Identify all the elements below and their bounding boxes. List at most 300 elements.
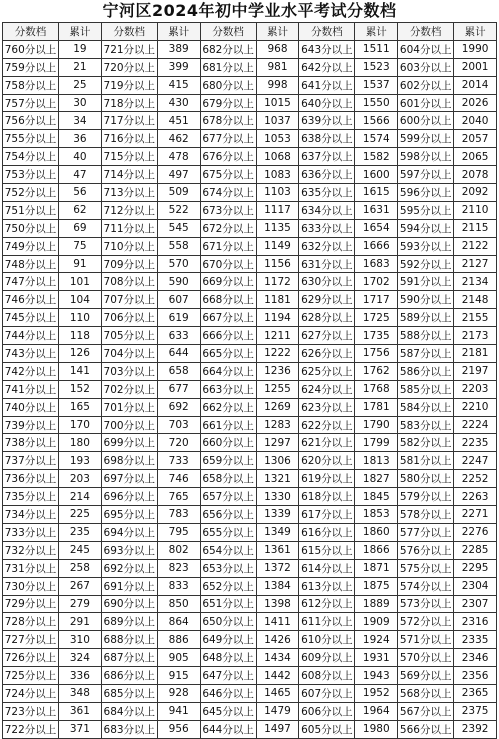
score-band-cell: 655分以上 <box>200 523 256 541</box>
score-band-cell: 691分以上 <box>101 577 157 595</box>
score-band-cell: 642分以上 <box>299 58 355 76</box>
cumulative-count-cell: 1866 <box>355 541 398 559</box>
table-row <box>3 434 497 452</box>
score-band-cell: 568分以上 <box>398 684 454 702</box>
cumulative-count-cell: 1702 <box>355 273 398 291</box>
score-band-cell: 600分以上 <box>398 112 454 130</box>
table-row <box>3 541 497 559</box>
score-band-cell: 703分以上 <box>101 362 157 380</box>
cumulative-count-cell: 558 <box>157 237 200 255</box>
score-band-cell: 745分以上 <box>3 309 59 327</box>
table-row <box>3 488 497 506</box>
score-band-cell: 661分以上 <box>200 416 256 434</box>
cumulative-count-cell: 336 <box>59 667 102 685</box>
cumulative-count-cell: 2263 <box>454 488 497 506</box>
score-band-cell: 656分以上 <box>200 506 256 524</box>
cumulative-count-cell: 746 <box>157 470 200 488</box>
cumulative-count-cell: 1255 <box>256 380 299 398</box>
score-band-cell: 747分以上 <box>3 273 59 291</box>
score-band-cell: 689分以上 <box>101 613 157 631</box>
cumulative-count-cell: 2356 <box>454 667 497 685</box>
cumulative-count-cell: 310 <box>59 631 102 649</box>
score-band-cell: 697分以上 <box>101 470 157 488</box>
score-band-cell: 582分以上 <box>398 434 454 452</box>
score-band-cell: 686分以上 <box>101 667 157 685</box>
score-band-cell: 756分以上 <box>3 112 59 130</box>
cumulative-count-cell: 1654 <box>355 219 398 237</box>
cumulative-count-cell: 1297 <box>256 434 299 452</box>
cumulative-count-cell: 1156 <box>256 255 299 273</box>
cumulative-count-cell: 1683 <box>355 255 398 273</box>
cumulative-count-cell: 733 <box>157 452 200 470</box>
cumulative-count-cell: 1980 <box>355 720 398 738</box>
score-band-cell: 737分以上 <box>3 452 59 470</box>
cumulative-count-cell: 2285 <box>454 541 497 559</box>
cumulative-count-cell: 2307 <box>454 595 497 613</box>
table-row <box>3 112 497 130</box>
score-band-cell: 750分以上 <box>3 219 59 237</box>
score-band-cell: 748分以上 <box>3 255 59 273</box>
score-band-cell: 753分以上 <box>3 166 59 184</box>
cumulative-count-cell: 104 <box>59 291 102 309</box>
cumulative-count-cell: 633 <box>157 327 200 345</box>
score-band-cell: 757分以上 <box>3 94 59 112</box>
score-band-cell: 688分以上 <box>101 631 157 649</box>
score-band-cell: 637分以上 <box>299 148 355 166</box>
cumulative-count-cell: 1283 <box>256 416 299 434</box>
score-band-cell: 665分以上 <box>200 345 256 363</box>
table-row <box>3 219 497 237</box>
score-band-cell: 585分以上 <box>398 380 454 398</box>
table-row <box>3 237 497 255</box>
cumulative-count-cell: 1768 <box>355 380 398 398</box>
score-band-cell: 645分以上 <box>200 702 256 720</box>
cumulative-count-cell: 1037 <box>256 112 299 130</box>
cumulative-count-cell: 1372 <box>256 559 299 577</box>
score-band-cell: 664分以上 <box>200 362 256 380</box>
score-band-cell: 729分以上 <box>3 595 59 613</box>
cumulative-count-cell: 389 <box>157 40 200 58</box>
cumulative-count-cell: 1964 <box>355 702 398 720</box>
score-band-cell: 658分以上 <box>200 470 256 488</box>
score-band-cell: 605分以上 <box>299 720 355 738</box>
score-band-cell: 672分以上 <box>200 219 256 237</box>
cumulative-count-cell: 1566 <box>355 112 398 130</box>
score-band-cell: 700分以上 <box>101 416 157 434</box>
table-row <box>3 577 497 595</box>
score-band-cell: 625分以上 <box>299 362 355 380</box>
cumulative-count-cell: 1889 <box>355 595 398 613</box>
score-band-cell: 592分以上 <box>398 255 454 273</box>
cumulative-count-cell: 802 <box>157 541 200 559</box>
cumulative-count-cell: 69 <box>59 219 102 237</box>
cumulative-count-cell: 1827 <box>355 470 398 488</box>
cumulative-count-cell: 1442 <box>256 667 299 685</box>
cumulative-count-cell: 1194 <box>256 309 299 327</box>
column-header: 分数档 <box>101 23 157 41</box>
cumulative-count-cell: 1717 <box>355 291 398 309</box>
cumulative-count-cell: 522 <box>157 201 200 219</box>
cumulative-count-cell: 1943 <box>355 667 398 685</box>
cumulative-count-cell: 703 <box>157 416 200 434</box>
column-header: 累计 <box>454 23 497 41</box>
cumulative-count-cell: 1411 <box>256 613 299 631</box>
score-band-cell: 631分以上 <box>299 255 355 273</box>
score-band-cell: 667分以上 <box>200 309 256 327</box>
cumulative-count-cell: 2155 <box>454 309 497 327</box>
score-band-cell: 641分以上 <box>299 76 355 94</box>
table-row <box>3 94 497 112</box>
score-band-cell: 616分以上 <box>299 523 355 541</box>
score-band-cell: 708分以上 <box>101 273 157 291</box>
score-band-cell: 738分以上 <box>3 434 59 452</box>
score-band-cell: 576分以上 <box>398 541 454 559</box>
cumulative-count-cell: 864 <box>157 613 200 631</box>
score-band-cell: 606分以上 <box>299 702 355 720</box>
cumulative-count-cell: 1600 <box>355 166 398 184</box>
cumulative-count-cell: 2078 <box>454 166 497 184</box>
score-band-cell: 752分以上 <box>3 184 59 202</box>
score-band-cell: 596分以上 <box>398 184 454 202</box>
table-row <box>3 166 497 184</box>
score-band-cell: 595分以上 <box>398 201 454 219</box>
cumulative-count-cell: 2210 <box>454 398 497 416</box>
cumulative-count-cell: 886 <box>157 631 200 649</box>
score-band-cell: 623分以上 <box>299 398 355 416</box>
cumulative-count-cell: 214 <box>59 488 102 506</box>
score-band-cell: 610分以上 <box>299 631 355 649</box>
score-band-cell: 740分以上 <box>3 398 59 416</box>
cumulative-count-cell: 279 <box>59 595 102 613</box>
score-band-cell: 653分以上 <box>200 559 256 577</box>
cumulative-count-cell: 235 <box>59 523 102 541</box>
cumulative-count-cell: 783 <box>157 506 200 524</box>
score-band-cell: 609分以上 <box>299 649 355 667</box>
score-band-cell: 635分以上 <box>299 184 355 202</box>
score-band-cell: 682分以上 <box>200 40 256 58</box>
score-band-cell: 612分以上 <box>299 595 355 613</box>
score-band-cell: 743分以上 <box>3 345 59 363</box>
score-table <box>2 22 497 739</box>
cumulative-count-cell: 2127 <box>454 255 497 273</box>
column-header: 累计 <box>355 23 398 41</box>
score-band-cell: 590分以上 <box>398 291 454 309</box>
cumulative-count-cell: 1306 <box>256 452 299 470</box>
cumulative-count-cell: 348 <box>59 684 102 702</box>
cumulative-count-cell: 915 <box>157 667 200 685</box>
cumulative-count-cell: 21 <box>59 58 102 76</box>
score-band-cell: 720分以上 <box>101 58 157 76</box>
table-header-row <box>3 23 497 41</box>
cumulative-count-cell: 2065 <box>454 148 497 166</box>
cumulative-count-cell: 1465 <box>256 684 299 702</box>
score-band-cell: 649分以上 <box>200 631 256 649</box>
cumulative-count-cell: 1574 <box>355 130 398 148</box>
score-band-cell: 566分以上 <box>398 720 454 738</box>
cumulative-count-cell: 2271 <box>454 506 497 524</box>
score-band-cell: 657分以上 <box>200 488 256 506</box>
score-band-cell: 698分以上 <box>101 452 157 470</box>
score-band-cell: 646分以上 <box>200 684 256 702</box>
cumulative-count-cell: 968 <box>256 40 299 58</box>
score-band-cell: 597分以上 <box>398 166 454 184</box>
cumulative-count-cell: 1434 <box>256 649 299 667</box>
score-band-cell: 674分以上 <box>200 184 256 202</box>
table-row <box>3 130 497 148</box>
score-band-cell: 634分以上 <box>299 201 355 219</box>
score-band-cell: 577分以上 <box>398 523 454 541</box>
score-band-cell: 615分以上 <box>299 541 355 559</box>
score-band-cell: 675分以上 <box>200 166 256 184</box>
cumulative-count-cell: 40 <box>59 148 102 166</box>
score-band-cell: 669分以上 <box>200 273 256 291</box>
score-band-cell: 744分以上 <box>3 327 59 345</box>
cumulative-count-cell: 25 <box>59 76 102 94</box>
score-band-cell: 728分以上 <box>3 613 59 631</box>
score-band-cell: 628分以上 <box>299 309 355 327</box>
cumulative-count-cell: 2304 <box>454 577 497 595</box>
cumulative-count-cell: 1361 <box>256 541 299 559</box>
score-band-cell: 718分以上 <box>101 94 157 112</box>
score-band-cell: 652分以上 <box>200 577 256 595</box>
cumulative-count-cell: 371 <box>59 720 102 738</box>
score-band-cell: 760分以上 <box>3 40 59 58</box>
score-band-cell: 569分以上 <box>398 667 454 685</box>
score-band-cell: 724分以上 <box>3 684 59 702</box>
score-band-cell: 622分以上 <box>299 416 355 434</box>
cumulative-count-cell: 165 <box>59 398 102 416</box>
score-band-cell: 735分以上 <box>3 488 59 506</box>
table-row <box>3 398 497 416</box>
score-band-cell: 712分以上 <box>101 201 157 219</box>
cumulative-count-cell: 1068 <box>256 148 299 166</box>
column-header: 分数档 <box>200 23 256 41</box>
score-band-cell: 749分以上 <box>3 237 59 255</box>
cumulative-count-cell: 1781 <box>355 398 398 416</box>
cumulative-count-cell: 2014 <box>454 76 497 94</box>
score-band-cell: 668分以上 <box>200 291 256 309</box>
cumulative-count-cell: 956 <box>157 720 200 738</box>
column-header: 分数档 <box>299 23 355 41</box>
table-row <box>3 380 497 398</box>
cumulative-count-cell: 1181 <box>256 291 299 309</box>
cumulative-count-cell: 545 <box>157 219 200 237</box>
cumulative-count-cell: 2224 <box>454 416 497 434</box>
cumulative-count-cell: 1117 <box>256 201 299 219</box>
score-band-cell: 670分以上 <box>200 255 256 273</box>
score-band-cell: 726分以上 <box>3 649 59 667</box>
cumulative-count-cell: 1871 <box>355 559 398 577</box>
score-band-cell: 716分以上 <box>101 130 157 148</box>
cumulative-count-cell: 141 <box>59 362 102 380</box>
table-row <box>3 631 497 649</box>
score-band-cell: 754分以上 <box>3 148 59 166</box>
cumulative-count-cell: 1083 <box>256 166 299 184</box>
table-row <box>3 452 497 470</box>
cumulative-count-cell: 1756 <box>355 345 398 363</box>
cumulative-count-cell: 1398 <box>256 595 299 613</box>
cumulative-count-cell: 2335 <box>454 631 497 649</box>
score-band-cell: 725分以上 <box>3 667 59 685</box>
score-band-cell: 591分以上 <box>398 273 454 291</box>
score-band-cell: 694分以上 <box>101 523 157 541</box>
score-band-cell: 693分以上 <box>101 541 157 559</box>
page-title: 宁河区2024年初中学业水平考试分数档 <box>102 1 397 20</box>
score-band-cell: 678分以上 <box>200 112 256 130</box>
cumulative-count-cell: 677 <box>157 380 200 398</box>
score-band-cell: 710分以上 <box>101 237 157 255</box>
score-band-cell: 663分以上 <box>200 380 256 398</box>
table-row <box>3 345 497 363</box>
score-band-cell: 723分以上 <box>3 702 59 720</box>
score-band-cell: 671分以上 <box>200 237 256 255</box>
cumulative-count-cell: 110 <box>59 309 102 327</box>
cumulative-count-cell: 2235 <box>454 434 497 452</box>
score-band-cell: 666分以上 <box>200 327 256 345</box>
score-band-cell: 630分以上 <box>299 273 355 291</box>
cumulative-count-cell: 658 <box>157 362 200 380</box>
cumulative-count-cell: 823 <box>157 559 200 577</box>
score-band-cell: 739分以上 <box>3 416 59 434</box>
score-band-cell: 731分以上 <box>3 559 59 577</box>
cumulative-count-cell: 2134 <box>454 273 497 291</box>
cumulative-count-cell: 1479 <box>256 702 299 720</box>
cumulative-count-cell: 833 <box>157 577 200 595</box>
score-band-cell: 583分以上 <box>398 416 454 434</box>
score-band-cell: 643分以上 <box>299 40 355 58</box>
table-row <box>3 523 497 541</box>
cumulative-count-cell: 415 <box>157 76 200 94</box>
score-band-cell: 727分以上 <box>3 631 59 649</box>
cumulative-count-cell: 101 <box>59 273 102 291</box>
cumulative-count-cell: 850 <box>157 595 200 613</box>
cumulative-count-cell: 590 <box>157 273 200 291</box>
score-band-cell: 614分以上 <box>299 559 355 577</box>
score-band-cell: 732分以上 <box>3 541 59 559</box>
cumulative-count-cell: 1339 <box>256 506 299 524</box>
score-band-cell: 690分以上 <box>101 595 157 613</box>
score-band-cell: 618分以上 <box>299 488 355 506</box>
cumulative-count-cell: 430 <box>157 94 200 112</box>
score-band-cell: 706分以上 <box>101 309 157 327</box>
score-band-cell: 624分以上 <box>299 380 355 398</box>
cumulative-count-cell: 1790 <box>355 416 398 434</box>
score-band-cell: 705分以上 <box>101 327 157 345</box>
score-band-cell: 751分以上 <box>3 201 59 219</box>
cumulative-count-cell: 1222 <box>256 345 299 363</box>
score-band-cell: 714分以上 <box>101 166 157 184</box>
cumulative-count-cell: 170 <box>59 416 102 434</box>
cumulative-count-cell: 30 <box>59 94 102 112</box>
cumulative-count-cell: 765 <box>157 488 200 506</box>
cumulative-count-cell: 462 <box>157 130 200 148</box>
score-band-cell: 593分以上 <box>398 237 454 255</box>
cumulative-count-cell: 692 <box>157 398 200 416</box>
cumulative-count-cell: 720 <box>157 434 200 452</box>
table-row <box>3 327 497 345</box>
cumulative-count-cell: 1909 <box>355 613 398 631</box>
score-band-cell: 619分以上 <box>299 470 355 488</box>
cumulative-count-cell: 1149 <box>256 237 299 255</box>
score-band-cell: 696分以上 <box>101 488 157 506</box>
cumulative-count-cell: 928 <box>157 684 200 702</box>
cumulative-count-cell: 361 <box>59 702 102 720</box>
table-row <box>3 291 497 309</box>
score-band-cell: 662分以上 <box>200 398 256 416</box>
cumulative-count-cell: 75 <box>59 237 102 255</box>
cumulative-count-cell: 1931 <box>355 649 398 667</box>
cumulative-count-cell: 2122 <box>454 237 497 255</box>
table-row <box>3 40 497 58</box>
cumulative-count-cell: 225 <box>59 506 102 524</box>
cumulative-count-cell: 1511 <box>355 40 398 58</box>
score-band-cell: 578分以上 <box>398 506 454 524</box>
cumulative-count-cell: 1426 <box>256 631 299 649</box>
cumulative-count-cell: 1537 <box>355 76 398 94</box>
table-row <box>3 76 497 94</box>
score-band-cell: 746分以上 <box>3 291 59 309</box>
cumulative-count-cell: 1762 <box>355 362 398 380</box>
score-band-cell: 571分以上 <box>398 631 454 649</box>
score-band-cell: 626分以上 <box>299 345 355 363</box>
score-band-cell: 598分以上 <box>398 148 454 166</box>
score-band-cell: 580分以上 <box>398 470 454 488</box>
table-row <box>3 58 497 76</box>
cumulative-count-cell: 2295 <box>454 559 497 577</box>
table-row <box>3 720 497 738</box>
score-band-cell: 677分以上 <box>200 130 256 148</box>
cumulative-count-cell: 2181 <box>454 345 497 363</box>
score-band-cell: 759分以上 <box>3 58 59 76</box>
score-band-cell: 570分以上 <box>398 649 454 667</box>
cumulative-count-cell: 2057 <box>454 130 497 148</box>
cumulative-count-cell: 1860 <box>355 523 398 541</box>
table-row <box>3 649 497 667</box>
score-band-cell: 711分以上 <box>101 219 157 237</box>
score-band-cell: 741分以上 <box>3 380 59 398</box>
table-row <box>3 667 497 685</box>
cumulative-count-cell: 203 <box>59 470 102 488</box>
cumulative-count-cell: 1666 <box>355 237 398 255</box>
score-band-cell: 742分以上 <box>3 362 59 380</box>
cumulative-count-cell: 2040 <box>454 112 497 130</box>
table-row <box>3 184 497 202</box>
cumulative-count-cell: 1135 <box>256 219 299 237</box>
cumulative-count-cell: 1990 <box>454 40 497 58</box>
cumulative-count-cell: 570 <box>157 255 200 273</box>
table-row <box>3 148 497 166</box>
score-band-cell: 704分以上 <box>101 345 157 363</box>
cumulative-count-cell: 2092 <box>454 184 497 202</box>
cumulative-count-cell: 1813 <box>355 452 398 470</box>
cumulative-count-cell: 1550 <box>355 94 398 112</box>
score-band-cell: 734分以上 <box>3 506 59 524</box>
cumulative-count-cell: 47 <box>59 166 102 184</box>
cumulative-count-cell: 399 <box>157 58 200 76</box>
score-band-cell: 651分以上 <box>200 595 256 613</box>
column-header: 累计 <box>59 23 102 41</box>
score-band-cell: 736分以上 <box>3 470 59 488</box>
cumulative-count-cell: 1952 <box>355 684 398 702</box>
score-band-cell: 650分以上 <box>200 613 256 631</box>
cumulative-count-cell: 2252 <box>454 470 497 488</box>
score-band-cell: 588分以上 <box>398 327 454 345</box>
cumulative-count-cell: 1236 <box>256 362 299 380</box>
score-band-cell: 613分以上 <box>299 577 355 595</box>
score-band-cell: 695分以上 <box>101 506 157 524</box>
cumulative-count-cell: 1269 <box>256 398 299 416</box>
score-band-cell: 636分以上 <box>299 166 355 184</box>
